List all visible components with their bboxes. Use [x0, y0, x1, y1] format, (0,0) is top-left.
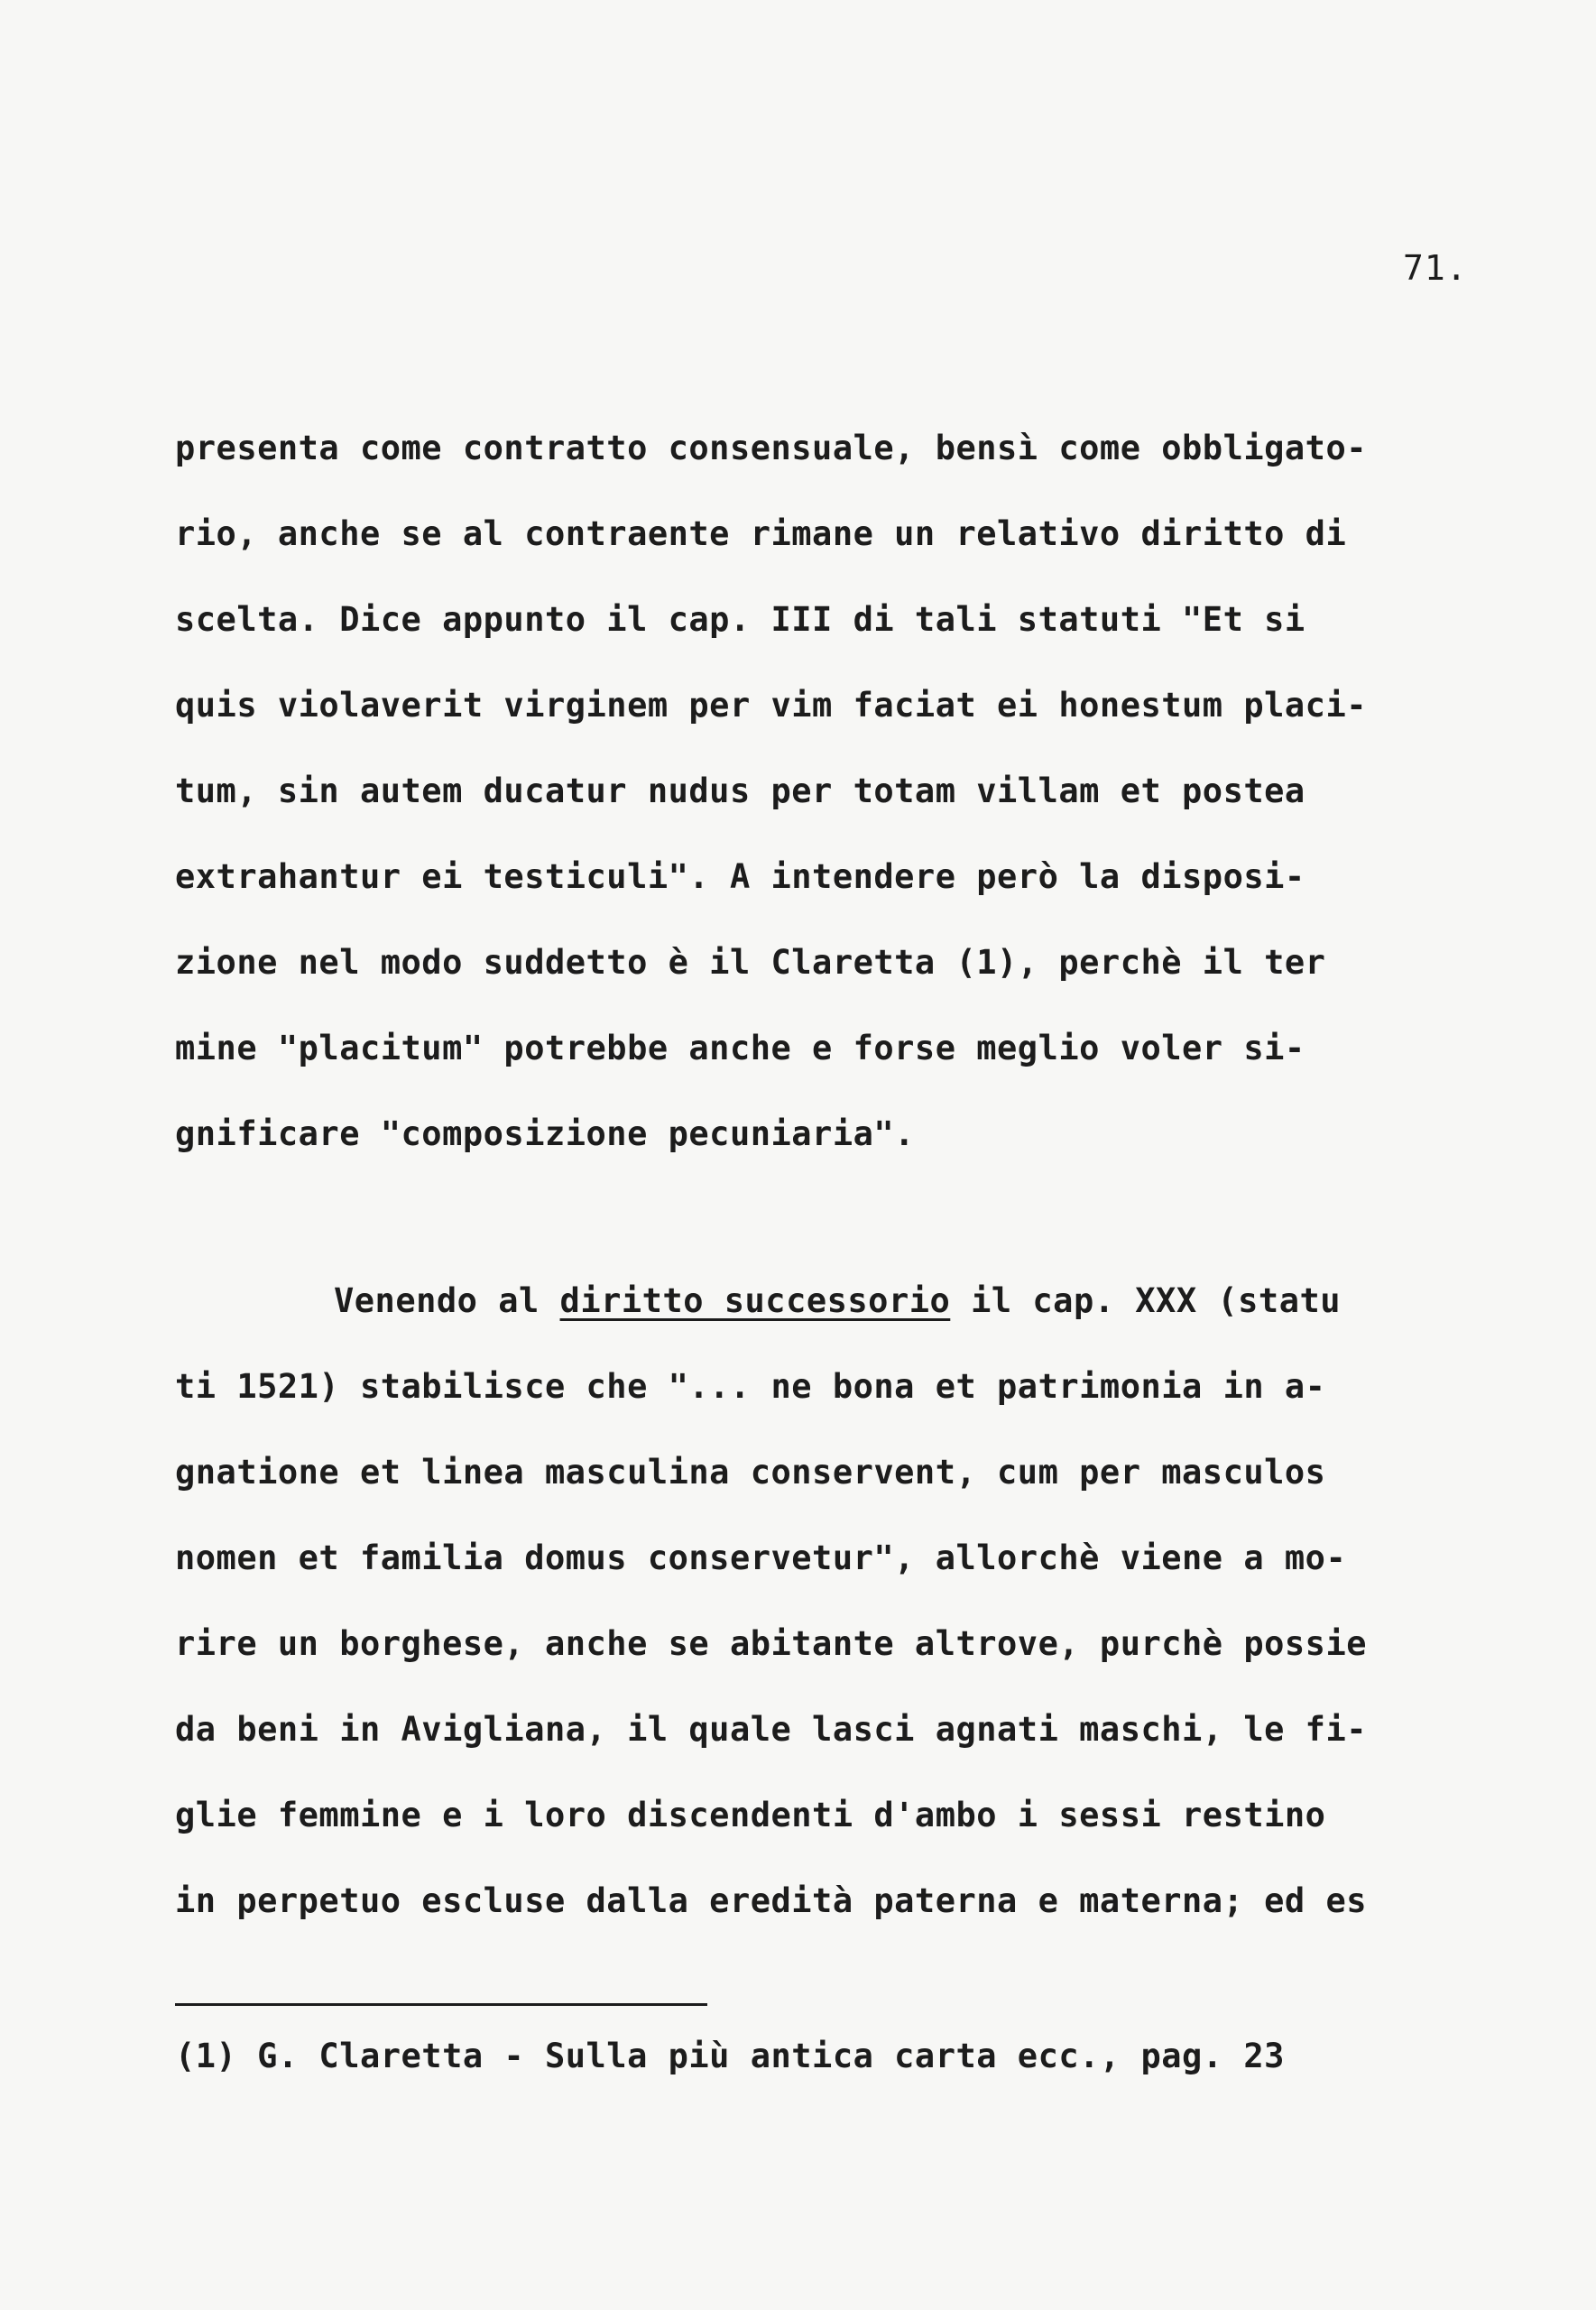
- text-line: gnificare "composizione pecuniaria".: [175, 1114, 915, 1153]
- text-line: quis violaverit virginem per vim faciat ei honestum placi-: [175, 686, 1368, 725]
- text-line: ti 1521) stabilisce che "... ne bona et patrimonia in a-: [175, 1367, 1326, 1406]
- text-line: tum, sin autem ducatur nudus per totam villam et postea: [175, 772, 1305, 810]
- text-line: scelta. Dice appunto il cap. III di tali statuti "Et si: [175, 600, 1305, 639]
- text-line: nomen et familia domus conservetur", allorchè viene a mo-: [175, 1538, 1347, 1577]
- text-line: zione nel modo suddetto è il Claretta (1), perchè il ter: [175, 943, 1326, 982]
- text-line: rire un borghese, anche se abitante altrove, purchè possie: [175, 1624, 1368, 1663]
- text-line: rio, anche se al contraente rimane un relativo diritto di: [175, 514, 1347, 553]
- page-number: 71.: [1403, 248, 1468, 288]
- text-line: mine "placitum" potrebbe anche e forse meglio voler si-: [175, 1029, 1305, 1067]
- text-line: extrahantur ei testiculi". A intendere però la disposi-: [175, 857, 1305, 896]
- text-line: presenta come contratto consensuale, bensì come obbligato-: [175, 429, 1368, 467]
- text-line: [334, 1281, 1342, 1320]
- footnote: (1) G. Claretta - Sulla più antica carta ecc., pag. 23: [175, 2037, 1285, 2075]
- text-segment: Venendo al: [334, 1281, 560, 1320]
- underlined-term: diritto successorio: [559, 1281, 951, 1320]
- text-line: gnatione et linea masculina conservent, cum per masculos: [175, 1453, 1326, 1492]
- footnote-divider: [175, 2003, 707, 2006]
- text-line: in perpetuo escluse dalla eredità paterna e materna; ed es: [175, 1881, 1368, 1920]
- text-line: da beni in Avigliana, il quale lasci agnati maschi, le fi-: [175, 1710, 1368, 1749]
- text-segment: il cap. XXX (statu: [950, 1281, 1342, 1320]
- text-line: glie femmine e i loro discendenti d'ambo i sessi restino: [175, 1796, 1326, 1834]
